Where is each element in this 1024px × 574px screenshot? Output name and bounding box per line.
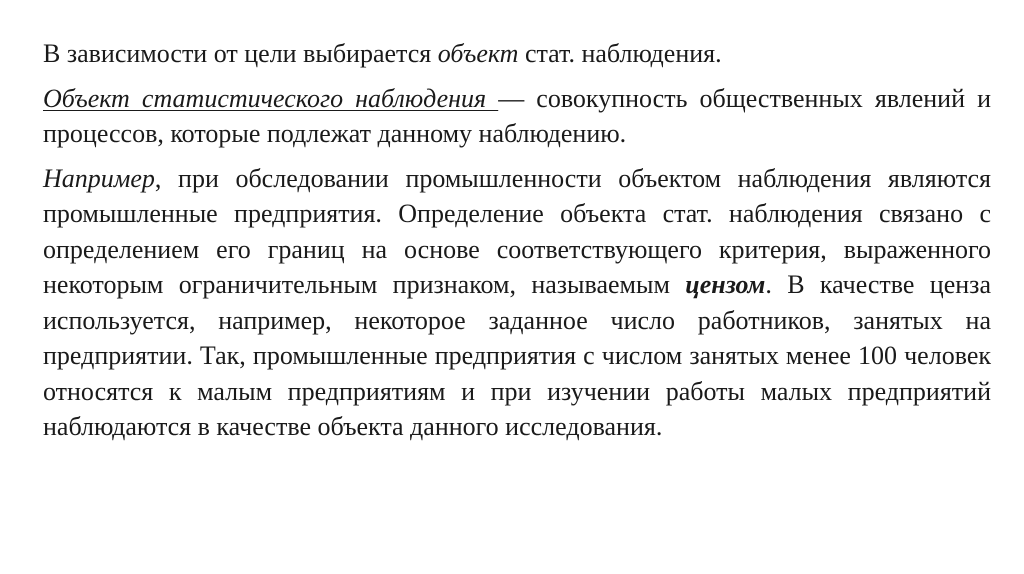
paragraph-example <box>43 161 991 445</box>
example-text-before-term: , при обследовании промышленности объектом наблюдения являются промышленные предприятия. Определение объекта стат. наблюдения связано с определением его границ на основе соответствующего критерия, выраженного некоторым ограничительным признаком, называемым <box>43 163 991 299</box>
census-term: цензом <box>685 270 766 299</box>
paragraph-definition <box>43 81 991 152</box>
example-text-after-term: . В качестве ценза используется, например, некоторое заданное число работников, занятых на предприятии. Так, промышленные предприятия с числом занятых менее 100 человек относятся к малым предприятиям и при изучении работы малых предприятий наблюдаются в качестве объекта данного исследования. <box>43 270 991 441</box>
definition-term: Объект статистического наблюдения <box>43 83 499 113</box>
example-lead: Например <box>43 163 155 193</box>
paragraph1-text-after: стат. наблюдения. <box>518 39 722 68</box>
paragraph1-text-before: В зависимости от цели выбирается <box>43 39 438 68</box>
definition-text: — совокупность общественных явлений и процессов, которые подлежат данному наблюдению. <box>43 83 991 148</box>
paragraph1-emphasis: объект <box>437 39 519 68</box>
paragraph-object-choice <box>43 36 991 72</box>
